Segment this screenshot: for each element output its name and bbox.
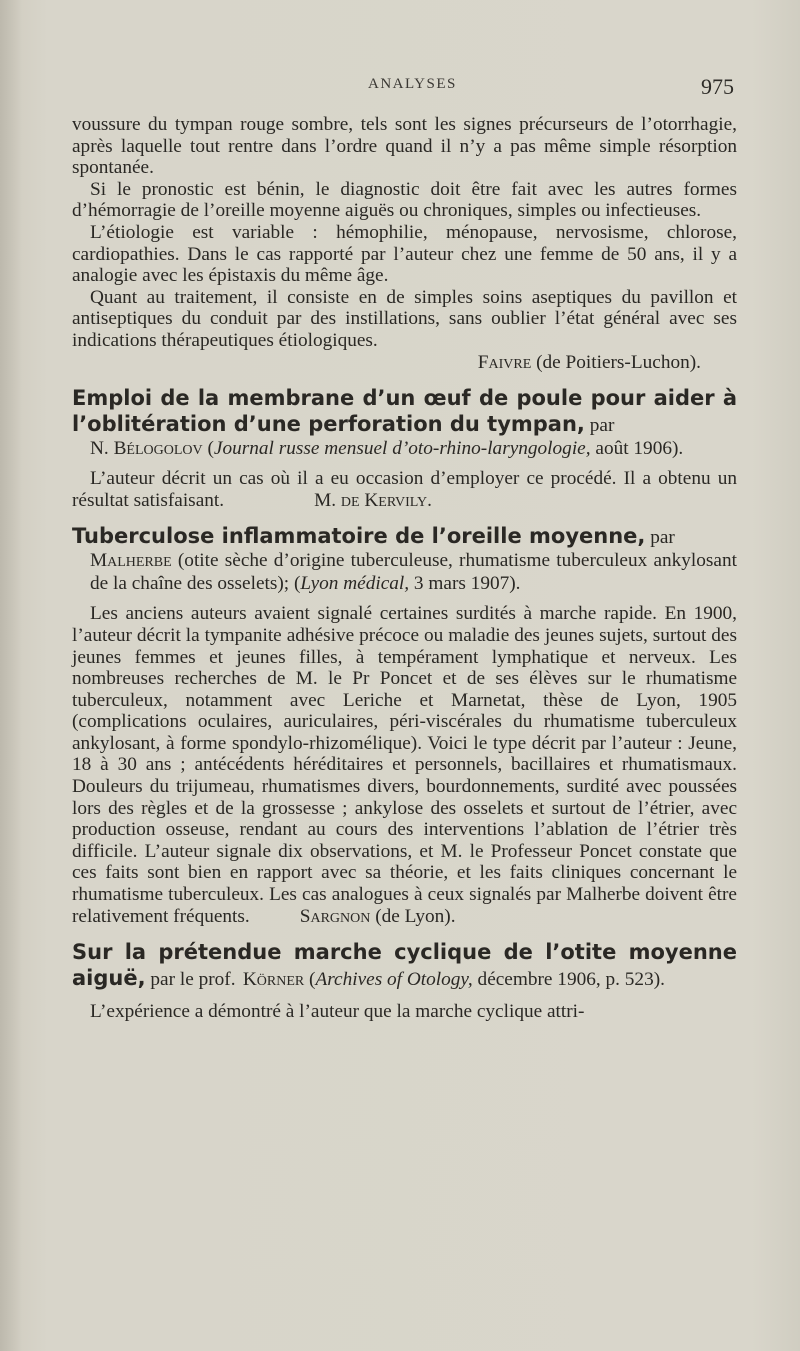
signature-name: Faivre	[477, 351, 532, 373]
article-author: Körner	[242, 969, 305, 991]
running-head: ANALYSES	[368, 76, 457, 92]
article-title: Sur la prétendue marche cyclique de l’otite moyenne aiguë, par le prof. Körner (Archives of Otology, décembre 1906, p. 523).	[72, 940, 737, 991]
article-reference: N. Bélogolov (Journal russe mensuel d’oto-rhino-laryngologie, août 1906).	[90, 438, 684, 460]
article-author: N. Bélogolov	[90, 438, 203, 460]
article-subtitle: (otite sèche d’origine tuberculeuse, rhumatisme tuberculeux ankylosant de la chaîne des osselets); (	[90, 550, 737, 595]
article-by: par	[584, 415, 615, 437]
signature-place: (de Poitiers-Luchon).	[531, 351, 701, 373]
article-author: Malherbe	[90, 550, 172, 572]
signature-name: Sargnon	[299, 905, 371, 927]
paragraph: Quant au traitement, il consiste en de simples soins aseptiques du pavillon et antiseptiques du conduit par des instillations, sans oublier l’état général avec ses indications thérapeutiques étiologiques.	[72, 286, 737, 351]
page-body	[72, 114, 737, 1023]
paragraph: voussure du tympan rouge sombre, tels sont les signes précurseurs de l’otorrhagie, après laquelle tout rentre dans l’ordre quand il n’y a pas même simple résorption spontanée.	[72, 114, 737, 179]
article-title	[72, 523, 737, 551]
paragraph: L’étiologie est variable : hémophilie, ménopause, nervosisme, chlorose, cardiopathies. Dans le cas rapporté par l’auteur chez une femme de 50 ans, il y a analogie avec les épistaxis du même âge.	[72, 221, 737, 287]
article-title-text: Tuberculose inflammatoire de l’oreille moyenne,	[72, 524, 646, 549]
signature-name: M. de Kervily.	[314, 489, 432, 511]
article-source: Archives of Otology,	[315, 969, 473, 991]
signature-place: (de Lyon).	[370, 905, 456, 927]
article-source: Journal russe mensuel d’oto-rhino-laryngologie,	[213, 438, 591, 460]
paragraph-text: Les anciens auteurs avaient signalé certaines surdités à marche rapide. En 1900, l’auteur décrit la tympanite adhésive précoce ou maladie des jeunes sujets, surtout des jeunes femmes et jeunes filles, à tempérament lymphatique et nerveux. Les nombreuses recherches de M. le Pr Poncet et de ses élèves sur le rhumatisme tuberculeux, notamment avec Leriche et Marnetat, thèse de Lyon, 1905 (complications oculaires, auriculaires, péri-viscérales du rhumatisme tuberculeux ankylosant, à forme spondylo-rhizomélique). Voici le type décrit par l’auteur : Jeune, 18 à 30 ans ; antécédents héréditaires et personnels, bacillaires et rhumatismaux. Douleurs du trijumeau, rhumatismes divers, bourdonnements, surdité avec poussées lors des règles et de la grossesse ; ankylose des osselets et surtout de l’étrier, avec production osseuse, rendant au cours des interventions l’ablation de l’étrier très difficile. L’auteur signale dix observations, et M. le Professeur Poncet constate que ces faits sont bien en rapport avec sa théorie, et les faits cliniques concernant le rhumatisme tuberculeux. Les cas analogues à ceux signalés par Malherbe doivent être relativement fréquents.	[72, 603, 737, 927]
article-reference	[72, 549, 737, 595]
article-by: par	[645, 527, 675, 549]
paragraph-text: L’auteur décrit un cas où il a eu occasion d’employer ce procédé. Il a obtenu un résultat satisfaisant.	[72, 468, 737, 511]
paragraph	[72, 468, 737, 511]
article-title	[72, 385, 737, 439]
article-title-text: Emploi de la membrane d’un œuf de poule pour aider à l’oblitération d’une perforation du tympan,	[72, 386, 737, 437]
page-number: 975	[701, 74, 734, 99]
analysis-malherbe	[72, 523, 737, 927]
article-date: décembre 1906, p. 523).	[472, 969, 665, 991]
paragraph: L’expérience a démontré à l’auteur que la marche cyclique attri-	[90, 1001, 585, 1023]
paragraph	[72, 603, 737, 927]
paragraph: Si le pronostic est bénin, le diagnostic doit être fait avec les autres formes d’hémorragie de l’oreille moyenne aiguës ou chroniques, simples ou infectieuses.	[72, 178, 737, 222]
analysis-hemorrhage	[72, 114, 737, 373]
analysis-belogolov	[72, 385, 737, 511]
page-header	[0, 74, 800, 102]
article-title-text: Sur la prétendue marche cyclique de l’otite moyenne aiguë,	[72, 940, 737, 991]
analysis-korner	[72, 939, 737, 1023]
article-source: Lyon médical,	[300, 573, 410, 595]
article-date: août 1906).	[595, 438, 684, 460]
article-by: par le prof.	[145, 969, 236, 991]
signature	[72, 352, 737, 374]
article-date: 3 mars 1907).	[413, 573, 521, 595]
